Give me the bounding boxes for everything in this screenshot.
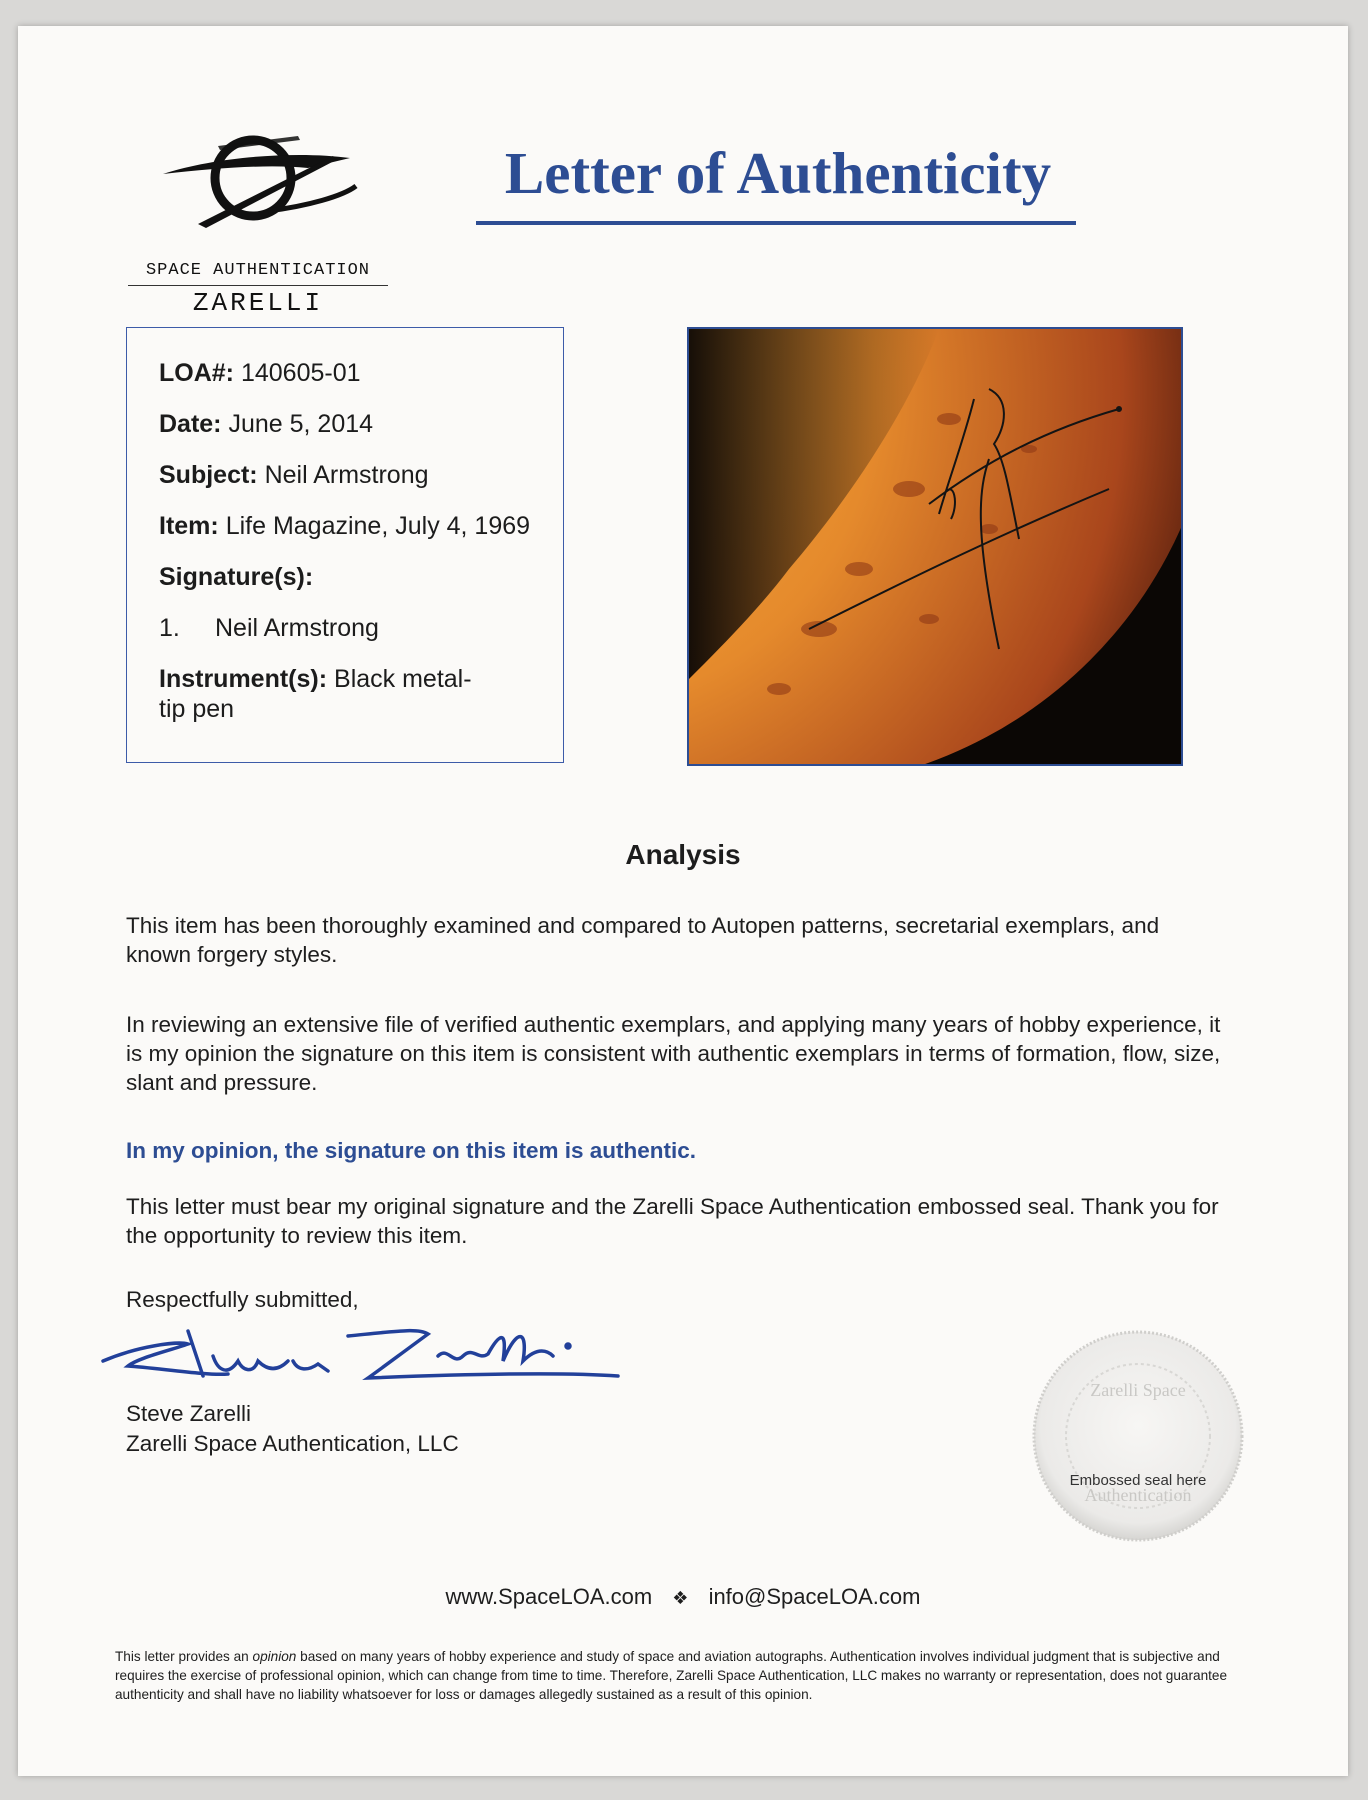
signature-number: 1. — [159, 614, 180, 642]
company-logo — [128, 116, 388, 326]
date-row — [159, 409, 535, 439]
embossed-seal — [1028, 1326, 1248, 1546]
item-value: Life Magazine, July 4, 1969 — [225, 512, 531, 540]
document-title: Letter of Authenticity — [504, 140, 1052, 206]
orbit-logo-icon — [158, 116, 358, 256]
signatures-label: Signature(s): — [159, 563, 314, 591]
signature-name: Neil Armstrong — [215, 614, 379, 642]
signer-company: Zarelli Space Authentication, LLC — [126, 1431, 459, 1456]
handwritten-signature — [98, 1316, 658, 1396]
separator-icon: ❖ — [672, 1588, 689, 1608]
signer-name: Steve Zarelli — [126, 1401, 252, 1426]
subject-row — [159, 460, 535, 490]
date-label: Date: — [159, 410, 222, 438]
item-details-box — [126, 327, 564, 763]
item-label: Item: — [159, 512, 219, 540]
analysis-paragraph-1: This item has been thoroughly examined and compared to Autopen patterns, secretarial exemplars, and known forgery styles. — [126, 913, 1160, 967]
website-link[interactable]: www.SpaceLOA.com — [445, 1584, 653, 1609]
loa-number-row — [159, 358, 535, 388]
analysis-paragraph-4: This letter must bear my original signature and the Zarelli Space Authentication embossed seal. Thank you for the opportunity to review this item. — [126, 1194, 1219, 1248]
signature-list-item — [159, 613, 535, 643]
analysis-paragraph-2: In reviewing an extensive file of verified authentic exemplars, and applying many years of hobby experience, it is my opinion the signature on this item is consistent with authentic exemplars in terms of formation, flow, size, slant and pressure. — [126, 1012, 1221, 1095]
letter-page — [18, 26, 1348, 1776]
contact-line — [18, 1584, 1348, 1610]
disclaimer-italic: opinion — [252, 1649, 297, 1664]
loa-label: LOA#: — [159, 359, 234, 387]
loa-value: 140605-01 — [240, 359, 361, 387]
disclaimer-before: This letter provides an — [115, 1649, 253, 1664]
logo-line2: ZARELLI — [192, 288, 324, 318]
instrument-value: Black metal-tip pen — [159, 665, 472, 723]
signed-moon-photo — [687, 327, 1183, 766]
authenticity-opinion: In my opinion, the signature on this item is authentic. — [126, 1138, 697, 1163]
signer-block — [126, 1399, 459, 1459]
svg-text:Authentication: Authentication — [1084, 1485, 1192, 1505]
analysis-heading: Analysis — [625, 839, 741, 870]
date-value: June 5, 2014 — [228, 410, 374, 438]
instrument-row — [159, 664, 489, 724]
disclaimer-after: based on many years of hobby experience and study of space and aviation autographs. Authentication involves individual judgment that is subjective and requires the exercise of professional opinion, which can change from time to time. Therefore, Zarelli Space Authentication, LLC makes no warranty or representation, does not guarantee authenticity and shall have no liability whatsoever for loss or damages allegedly sustained as a result of this opinion. — [115, 1649, 1228, 1702]
title-underline — [476, 221, 1076, 225]
disclaimer-text — [115, 1647, 1270, 1704]
subject-value: Neil Armstrong — [264, 461, 429, 489]
closing-line: Respectfully submitted, — [126, 1287, 359, 1312]
moon-image — [689, 329, 1183, 766]
seal-inscription: Zarelli Space — [1090, 1380, 1186, 1400]
logo-line1: SPACE AUTHENTICATION — [128, 261, 388, 286]
subject-label: Subject: — [159, 461, 258, 489]
signatures-row — [159, 562, 535, 592]
instrument-label: Instrument(s): — [159, 665, 328, 693]
seal-label: Embossed seal here — [1069, 1472, 1207, 1489]
item-row — [159, 511, 535, 541]
email-link[interactable]: info@SpaceLOA.com — [708, 1584, 921, 1609]
